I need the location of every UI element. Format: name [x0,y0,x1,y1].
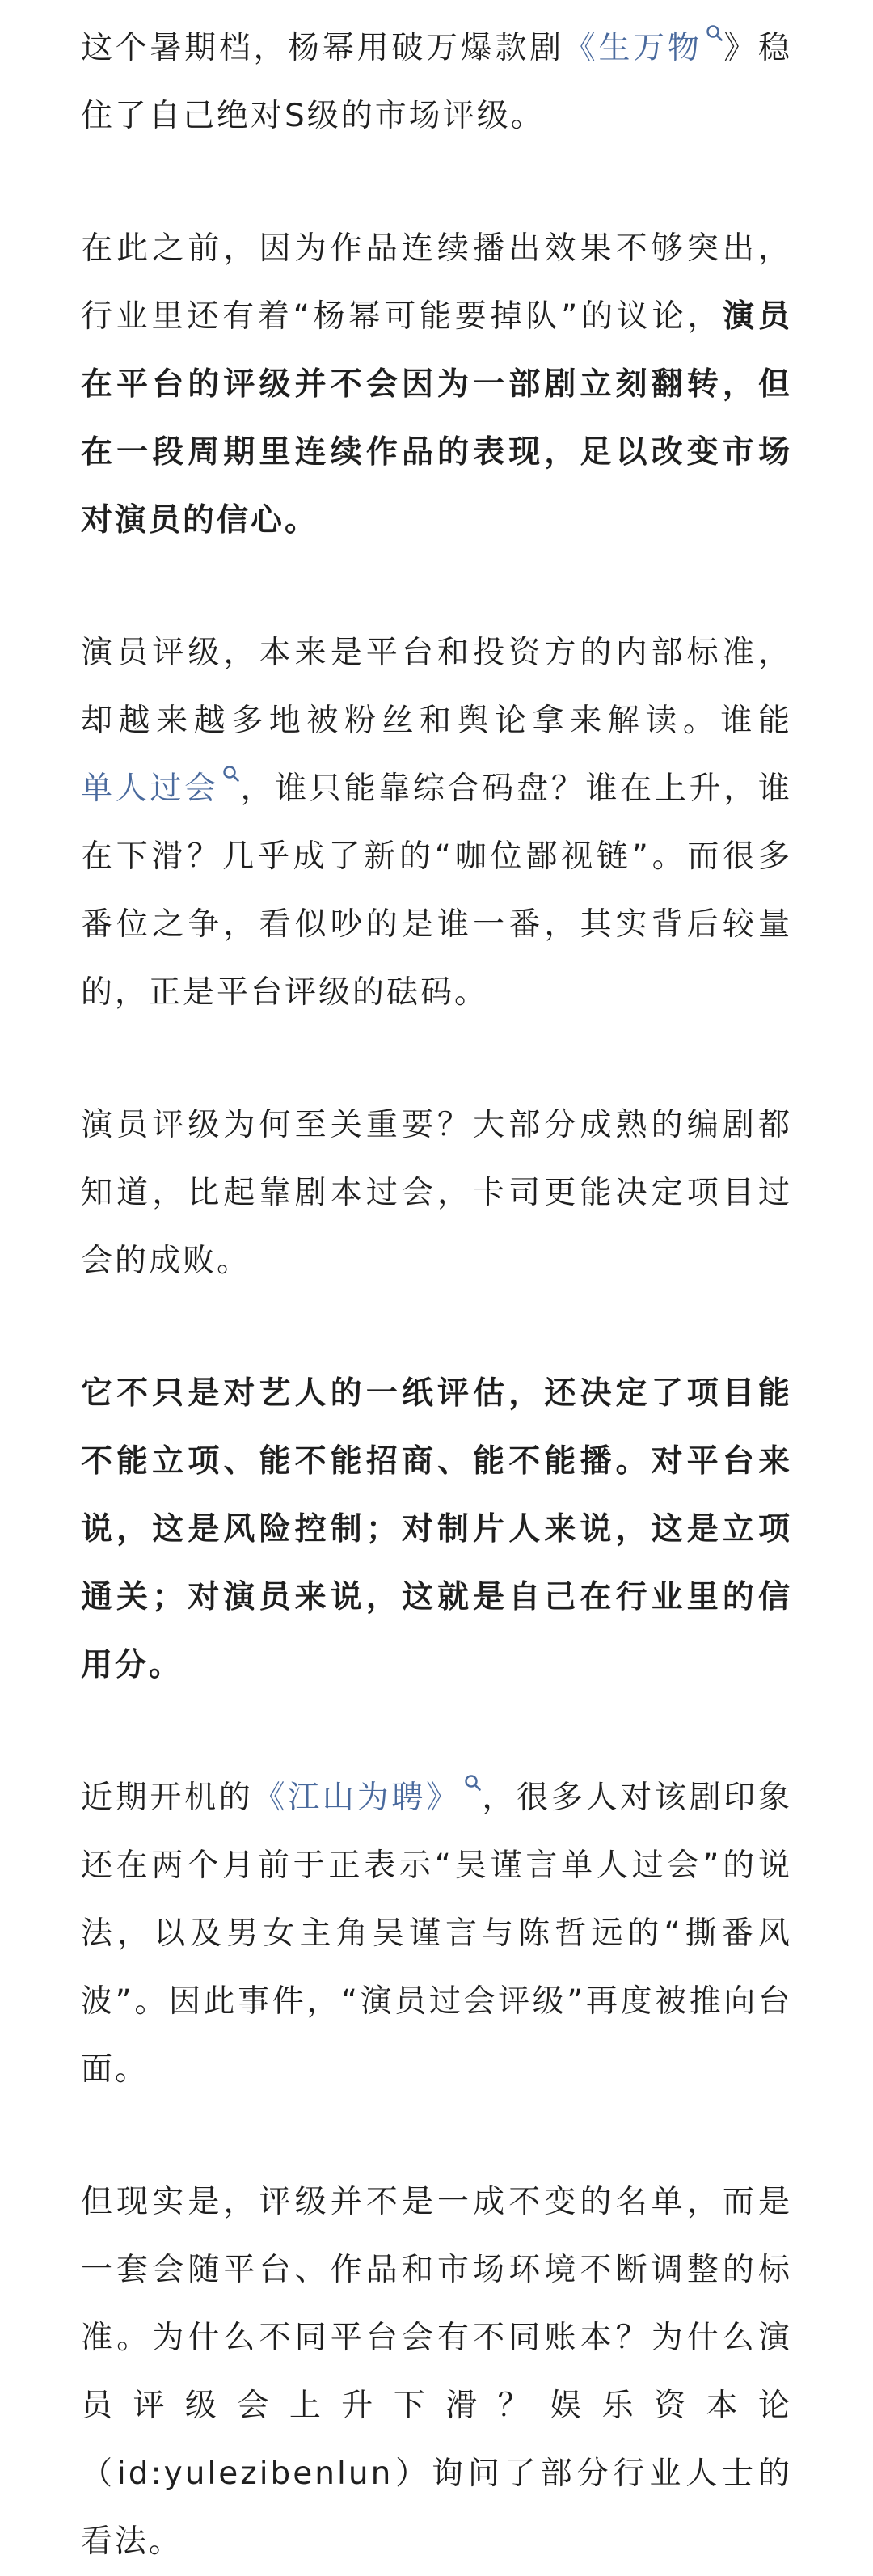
paragraph-6 [81,1764,792,2104]
search-icon [706,24,723,47]
paragraph-3 [81,619,792,1027]
paragraph-1 [81,15,792,150]
search-link-label: 《江山为聘》 [253,1780,461,1816]
search-link-label: 《生万物 [563,30,702,66]
paragraph-text: 近期开机的 [81,1780,254,1816]
paragraph-2 [81,215,792,555]
search-icon [464,1774,482,1797]
paragraph-text: 在此之前，因为作品连续播出效果不够突出，行业里还有着“杨幂可能要掉队”的议论， [81,230,792,335]
paragraph-7: 但现实是，评级并不是一成不变的名单，而是一套会随平台、作品和市场环境不断调整的标准。为什么不同平台会有不同账本？为什么演员评级会上升下滑？娱乐资本论（id:yulezibenlun）询问了部分行业人士的看法。 [81,2184,792,2560]
search-link-jiang-shan-wei-pin[interactable] [254,1780,482,1816]
paragraph-text: ，很多人对该剧印象还在两个月前于正表示“吴谨言单人过会”的说法，以及男女主角吴谨言与陈哲远的“撕番风波”。因此事件，“演员过会评级”再度被推向台面。 [81,1780,792,2088]
paragraph-text: 》稳住了自己绝对S级的市场评级。 [81,30,792,134]
search-link-label: 单人过会 [81,771,219,807]
search-link-sheng-wan-wu[interactable] [564,30,723,66]
paragraph-text: 这个暑期档，杨幂用破万爆款剧 [81,30,564,66]
paragraph-emphasis: 演员在平台的评级并不会因为一部剧立刻翻转，但在一段周期里连续作品的表现，足以改变市场对演员的信心。 [81,298,792,538]
search-icon [222,765,240,788]
paragraph-4: 演员评级为何至关重要？大部分成熟的编剧都知道，比起靠剧本过会，卡司更能决定项目过会的成败。 [81,1107,792,1279]
paragraph-text: 演员评级，本来是平台和投资方的内部标准，却越来越多地被粉丝和舆论拿来解读。谁能 [81,635,792,739]
paragraph-5-bold: 它不只是对艺人的一纸评估，还决定了项目能不能立项、能不能招商、能不能播。对平台来说，这是风险控制；对制片人来说，这是立项通关；对演员来说，这就是自己在行业里的信用分。 [81,1375,792,1683]
search-link-dan-ren-guo-hui[interactable] [81,771,240,807]
paragraph-text: ，谁只能靠综合码盘？谁在上升，谁在下滑？几乎成了新的“咖位鄙视链”。而很多番位之争，看似吵的是谁一番，其实背后较量的，正是平台评级的砝码。 [81,771,792,1011]
